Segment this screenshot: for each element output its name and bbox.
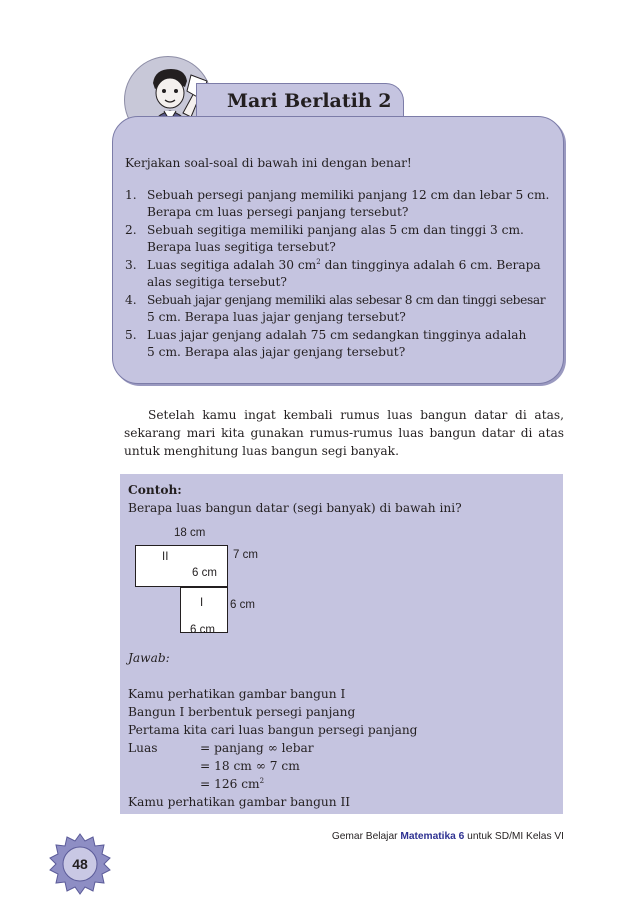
exercise-item: 5. Luas jajar genjang adalah 75 cm sedangkan tingginya adalah 5 cm. Berapa alas jajar genjang tersebut? xyxy=(125,327,527,359)
answer-line: Bangun I berbentuk persegi panjang xyxy=(128,705,356,719)
example-question: Berapa luas bangun datar (segi banyak) di bawah ini? xyxy=(128,501,462,515)
figure-lower-height: 6 cm xyxy=(230,599,255,611)
calc-step: = panjang ∞ lebar xyxy=(200,741,314,755)
exercise-list xyxy=(125,187,557,362)
subject-title: Matematika 6 xyxy=(400,831,465,842)
shape-i-label: I xyxy=(200,597,204,609)
figure-top-width: 18 cm xyxy=(174,527,206,539)
luas-label: Luas xyxy=(128,741,158,755)
calc-row xyxy=(128,739,563,757)
answer-line: Kamu perhatikan gambar bangun II xyxy=(128,795,351,809)
page-footer: Gemar Belajar Matematika 6 untuk SD/MI Kelas VI xyxy=(331,831,564,842)
exercise-item: 3. Luas segitiga adalah 30 $cm^2$ dan tingginya adalah 6 cm. Berapa alas segitiga tersebut? xyxy=(125,257,541,289)
figure-right-height: 7 cm xyxy=(233,549,258,561)
exercise-item: 2. Sebuah segitiga memiliki panjang alas 5 cm dan tinggi 3 cm. Berapa luas segitiga tersebut? xyxy=(125,222,524,254)
exercise-box xyxy=(112,116,564,384)
intro-paragraph: Setelah kamu ingat kembali rumus luas bangun datar di atas, sekarang mari kita gunakan rumus-rumus luas bangun datar di atas untuk menghitung luas bangun segi banyak. xyxy=(124,408,564,459)
figure-inner-width: 6 cm xyxy=(192,567,217,579)
exercise-item: 1. Sebuah persegi panjang memiliki panjang 12 cm dan lebar 5 cm. Berapa cm luas persegi panjang tersebut? xyxy=(125,187,550,219)
calc-row xyxy=(128,757,563,775)
answer-label: Jawab: xyxy=(128,651,170,665)
figure-bottom-width: 6 cm xyxy=(190,624,215,636)
answer-line: Kamu perhatikan gambar bangun I xyxy=(128,687,346,701)
exercise-item: 4. Sebuah jajar genjang memiliki alas sebesar 8 cm dan tinggi sebesar 5 cm. Berapa luas jajar genjang tersebut? xyxy=(125,292,546,324)
calc-step: = 126 $cm^2$ xyxy=(200,776,265,791)
shape-ii-label: II xyxy=(162,551,169,563)
page-number: 48 xyxy=(72,856,88,872)
answer-line: Pertama kita cari luas bangun persegi panjang xyxy=(128,723,418,737)
section-title: Mari Berlatih 2 xyxy=(196,83,404,117)
example-label: Contoh: xyxy=(128,483,182,497)
example-box xyxy=(120,474,563,814)
calc-row xyxy=(128,775,563,793)
polygon-figure xyxy=(128,521,563,649)
exercise-intro: Kerjakan soal-soal di bawah ini dengan benar! xyxy=(125,156,412,170)
calc-step: = 18 cm ∞ 7 cm xyxy=(200,759,300,773)
